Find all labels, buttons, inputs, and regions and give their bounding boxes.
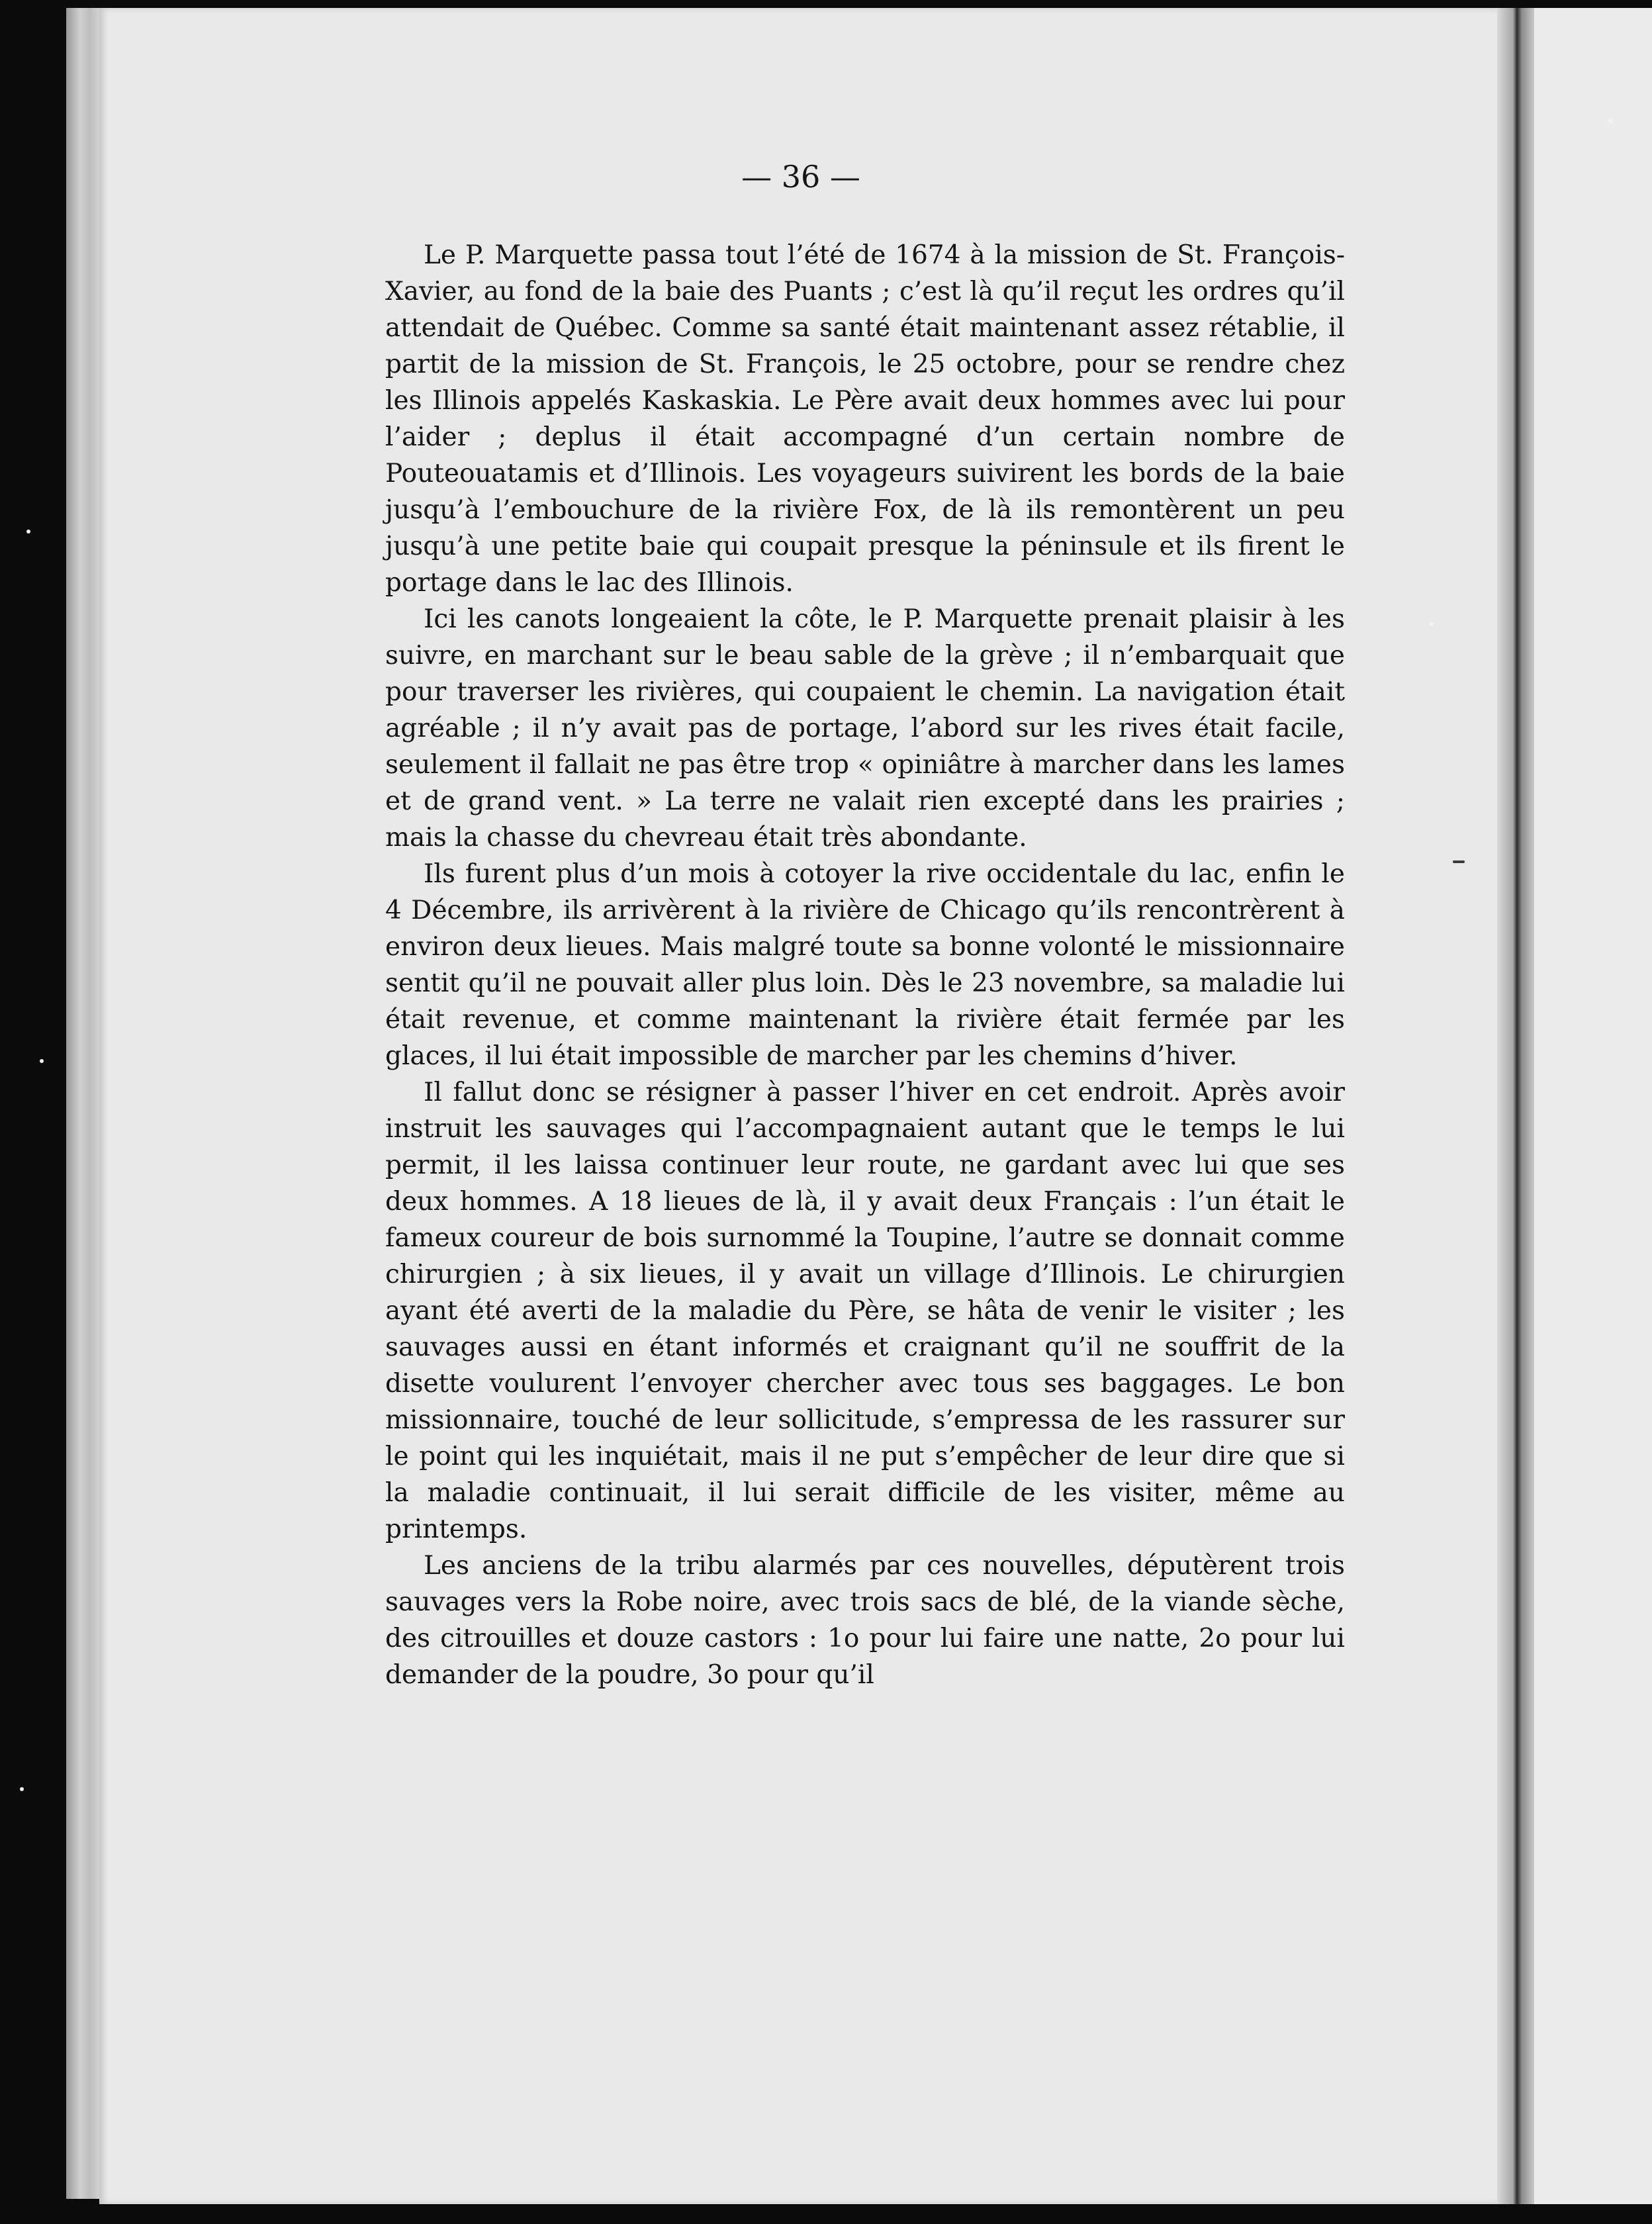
ink-mark — [1453, 860, 1465, 863]
paragraph: Il fallut donc se résigner à passer l’hiver en cet endroit. Après avoir instruit les sauvages qui l’accompagnaient autant que le temps le lui permit, il les laissa continuer leur route, ne gardant avec lui que ses deux hommes. A 18 lieues de là, il y avait deux Français : l’un était le fameux coureur de bois surnommé la Toupine, l’autre se donnait comme chirurgien ; à six lieues, il y avait un village d’Illinois. Le chirurgien ayant été averti de la maladie du Père, se hâta de venir le visiter ; les sauvages aussi en étant informés et craignant qu’il ne souffrit de la disette voulurent l’envoyer chercher avec tous ses baggages. Le bon missionnaire, touché de leur sollicitude, s’empressa de les rassurer sur le point qui les inquiétait, mais il ne put s’empêcher de leur dire que si la maladie continuait, il lui serait difficile de les visiter, même au printemps. — [385, 1078, 1345, 1544]
dust-speck — [1608, 119, 1612, 123]
dust-speck — [40, 1059, 44, 1063]
paragraph: Les anciens de la tribu alarmés par ces nouvelles, députèrent trois sauvages vers la Robe noire, avec trois sacs de blé, de la viande sèche, des citrouilles et douze castors : 1o pour lui faire une natte, 2o pour lui demander de la poudre, 3o pour qu’il — [385, 1551, 1345, 1690]
paragraph: Ils furent plus d’un mois à cotoyer la rive occidentale du lac, enfin le 4 Décembre, ils arrivèrent à la rivière de Chicago qu’ils rencontrèrent à environ deux lieues. Mais malgré toute sa bonne volonté le missionnaire sentit qu’il ne pouvait aller plus loin. Dès le 23 novembre, sa maladie lui était revenue, et comme maintenant la rivière était fermée par les glaces, il lui était impossible de marcher par les chemins d’hiver. — [385, 859, 1345, 1071]
book-gutter — [1497, 8, 1537, 2204]
dust-speck — [26, 530, 30, 533]
paragraph: Le P. Marquette passa tout l’été de 1674 à la mission de St. François-Xavier, au fond de la baie des Puants ; c’est là qu’il reçut les ordres qu’il attendait de Québec. Comme sa santé était maintenant assez rétablie, il partit de la mission de St. François, le 25 octobre, pour se rendre chez les Illinois appelés Kaskaskia. Le Père avait deux hommes avec lui pour l’aider ; deplus il était accompagné d’un certain nombre de Pouteouatamis et d’Illinois. Les voyageurs suivirent les bords de la baie jusqu’à l’embouchure de la rivière Fox, de là ils remontèrent un peu jusqu’à une petite baie qui coupait presque la péninsule et ils firent le portage dans le lac des Illinois. — [385, 240, 1345, 598]
page-number: — 36 — — [741, 159, 860, 195]
body-text — [385, 237, 1345, 1693]
dust-speck — [20, 1787, 24, 1791]
facing-page — [1534, 8, 1652, 2204]
dust-speck — [1430, 622, 1434, 626]
paragraph: Ici les canots longeaient la côte, le P. Marquette prenait plaisir à les suivre, en marchant sur le beau sable de la grève ; il n’embarquait que pour traverser les rivières, qui coupaient le chemin. La navigation était agréable ; il n’y avait pas de portage, l’abord sur les rives était facile, seulement il fallait ne pas être trop « opiniâtre à marcher dans les lames et de grand vent. » La terre ne valait rien excepté dans les prairies ; mais la chasse du chevreau était très abondante. — [385, 604, 1345, 853]
